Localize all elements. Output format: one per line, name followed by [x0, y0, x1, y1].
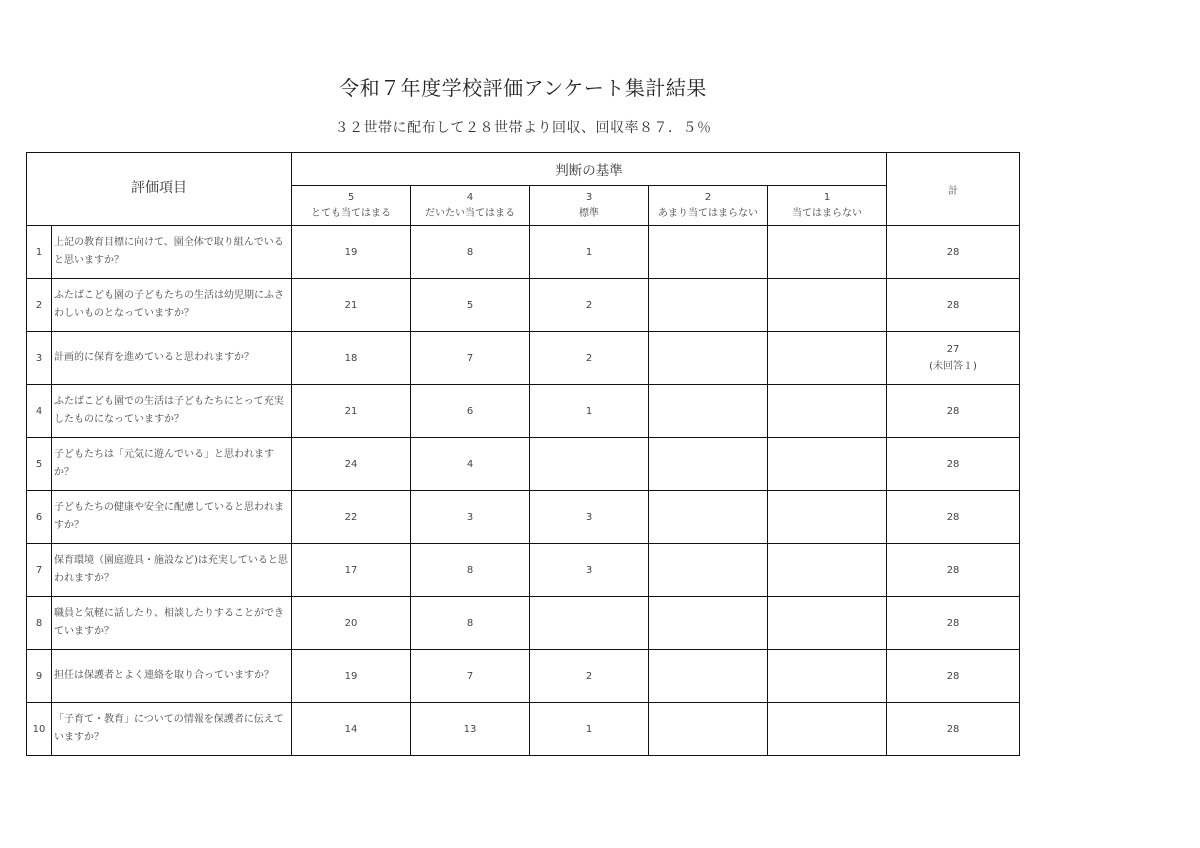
count-level-3: 1 [530, 385, 649, 438]
total-value: 28 [946, 299, 960, 311]
total-value: 27 [946, 344, 960, 355]
count-level-5: 22 [292, 491, 411, 544]
item-number: 1 [27, 226, 52, 279]
header-level-3 [530, 186, 649, 226]
row-total [887, 332, 1020, 385]
count-level-2 [649, 703, 768, 756]
table-row [27, 438, 1020, 491]
count-level-5: 19 [292, 226, 411, 279]
count-level-1 [768, 332, 887, 385]
level-score: 1 [823, 191, 831, 203]
count-level-4: 3 [411, 491, 530, 544]
row-total [887, 703, 1020, 756]
row-total [887, 650, 1020, 703]
header-level-5 [292, 186, 411, 226]
response-rate-summary: ３２世帯に配布して２８世帯より回収、回収率８７．５％ [334, 120, 712, 136]
row-total [887, 385, 1020, 438]
table-row [27, 650, 1020, 703]
header-level-2 [649, 186, 768, 226]
count-level-2 [649, 544, 768, 597]
total-value: 28 [946, 458, 960, 470]
count-level-5: 17 [292, 544, 411, 597]
question-text: 担任は保護者とよく連絡を取り合っていますか？ [52, 650, 292, 703]
count-level-3: 1 [530, 703, 649, 756]
count-level-4: 7 [411, 332, 530, 385]
total-value: 28 [946, 617, 960, 629]
count-level-5: 20 [292, 597, 411, 650]
item-number: 2 [27, 279, 52, 332]
total-value: 28 [946, 670, 960, 682]
count-level-2 [649, 597, 768, 650]
table-row [27, 332, 1020, 385]
question-text: 計画的に保育を進めていると思われますか？ [52, 332, 292, 385]
total-value: 28 [946, 405, 960, 417]
table-row [27, 597, 1020, 650]
count-level-1 [768, 385, 887, 438]
count-level-4: 8 [411, 226, 530, 279]
table-row [27, 491, 1020, 544]
table-row [27, 226, 1020, 279]
question-text: 上記の教育目標に向けて、園全体で取り組んでいると思いますか？ [52, 226, 292, 279]
level-label: 標準 [579, 207, 599, 219]
header-evaluation-item: 評価項目 [27, 153, 292, 226]
table-row [27, 703, 1020, 756]
row-total [887, 544, 1020, 597]
level-label: だいたい当てはまる [425, 207, 515, 219]
count-level-1 [768, 703, 887, 756]
count-level-1 [768, 491, 887, 544]
level-score: 2 [704, 191, 712, 203]
total-note: (未回答１) [929, 361, 977, 372]
question-text: ふたばこども園での生活は子どもたちにとって充実したものになっていますか？ [52, 385, 292, 438]
count-level-1 [768, 650, 887, 703]
count-level-4: 7 [411, 650, 530, 703]
row-total [887, 597, 1020, 650]
level-label: あまり当てはまらない [658, 207, 758, 219]
level-label: 当てはまらない [792, 207, 863, 219]
question-text: 保育環境（園庭遊具・施設など)は充実していると思われますか？ [52, 544, 292, 597]
level-score: 4 [466, 191, 474, 203]
count-level-5: 21 [292, 385, 411, 438]
header-level-4 [411, 186, 530, 226]
total-value: 28 [946, 723, 960, 735]
header-row-top [27, 153, 1020, 186]
count-level-3 [530, 438, 649, 491]
survey-results-table [26, 152, 1020, 756]
table-row [27, 385, 1020, 438]
total-value: 28 [946, 511, 960, 523]
count-level-4: 8 [411, 544, 530, 597]
count-level-3: 3 [530, 544, 649, 597]
count-level-4: 6 [411, 385, 530, 438]
item-number: 8 [27, 597, 52, 650]
level-label: とても当てはまる [311, 207, 391, 219]
count-level-2 [649, 279, 768, 332]
table-row [27, 544, 1020, 597]
row-total [887, 279, 1020, 332]
total-value: 28 [946, 564, 960, 576]
question-text: 子どもたちの健康や安全に配慮していると思われますか？ [52, 491, 292, 544]
count-level-4: 5 [411, 279, 530, 332]
page-title: 令和７年度学校評価アンケート集計結果 [339, 76, 707, 100]
count-level-5: 21 [292, 279, 411, 332]
item-number: 5 [27, 438, 52, 491]
count-level-4: 4 [411, 438, 530, 491]
item-number: 6 [27, 491, 52, 544]
item-number: 7 [27, 544, 52, 597]
count-level-2 [649, 385, 768, 438]
count-level-2 [649, 226, 768, 279]
count-level-1 [768, 597, 887, 650]
item-number: 10 [27, 703, 52, 756]
count-level-1 [768, 438, 887, 491]
count-level-3: 2 [530, 650, 649, 703]
row-total [887, 226, 1020, 279]
item-number: 3 [27, 332, 52, 385]
item-number: 9 [27, 650, 52, 703]
level-score: 3 [585, 191, 593, 203]
question-text: 子どもたちは「元気に遊んでいる」と思われますか？ [52, 438, 292, 491]
total-value: 28 [946, 246, 960, 258]
question-text: 「子育て・教育」についての情報を保護者に伝えていますか？ [52, 703, 292, 756]
row-total [887, 438, 1020, 491]
header-total: 計 [887, 153, 1020, 226]
question-text: ふたばこども園の子どもたちの生活は幼児期にふさわしいものとなっていますか？ [52, 279, 292, 332]
count-level-5: 19 [292, 650, 411, 703]
question-text: 職員と気軽に話したり、相談したりすることができていますか？ [52, 597, 292, 650]
count-level-3: 2 [530, 279, 649, 332]
count-level-4: 13 [411, 703, 530, 756]
count-level-3: 1 [530, 226, 649, 279]
count-level-3: 3 [530, 491, 649, 544]
table-row [27, 279, 1020, 332]
item-number: 4 [27, 385, 52, 438]
count-level-1 [768, 544, 887, 597]
count-level-2 [649, 650, 768, 703]
count-level-3: 2 [530, 332, 649, 385]
row-total [887, 491, 1020, 544]
count-level-1 [768, 279, 887, 332]
level-score: 5 [347, 191, 355, 203]
count-level-1 [768, 226, 887, 279]
header-judgment-criteria: 判断の基準 [292, 153, 887, 186]
count-level-2 [649, 491, 768, 544]
count-level-5: 14 [292, 703, 411, 756]
count-level-5: 18 [292, 332, 411, 385]
count-level-2 [649, 332, 768, 385]
count-level-5: 24 [292, 438, 411, 491]
count-level-2 [649, 438, 768, 491]
header-level-1 [768, 186, 887, 226]
count-level-3 [530, 597, 649, 650]
count-level-4: 8 [411, 597, 530, 650]
